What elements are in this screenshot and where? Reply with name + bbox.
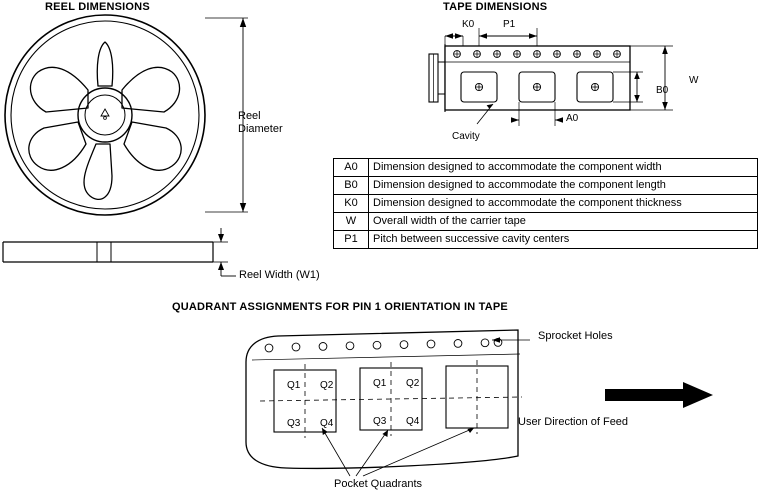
dimension-table [333, 158, 758, 249]
reel-dimensions-title: REEL DIMENSIONS [45, 1, 150, 13]
quadrant-cell-q4-b: Q4 [406, 416, 420, 427]
table-row [334, 195, 758, 213]
dimension-desc: Dimension designed to accommodate the component width [369, 159, 758, 177]
tape-a0-label: A0 [566, 113, 579, 124]
quadrant-cell-q4-a: Q4 [320, 418, 334, 429]
table-row [334, 231, 758, 249]
pocket-quadrants-label: Pocket Quadrants [334, 478, 423, 490]
dimension-desc: Overall width of the carrier tape [369, 213, 758, 231]
reel-diameter-label [238, 110, 283, 136]
quadrant-cell-q2-a: Q2 [320, 380, 334, 391]
dimension-key: W [334, 213, 369, 231]
dimension-key: P1 [334, 231, 369, 249]
quadrant-cell-q3-a: Q3 [287, 418, 301, 429]
quadrant-drawing [230, 318, 550, 483]
tape-cavity-label: Cavity [452, 131, 480, 142]
dimension-key: A0 [334, 159, 369, 177]
dimension-key: K0 [334, 195, 369, 213]
dimension-desc: Dimension designed to accommodate the component thickness [369, 195, 758, 213]
quadrant-cell-q2-b: Q2 [406, 378, 420, 389]
feed-direction-arrow [605, 382, 715, 408]
table-row [334, 159, 758, 177]
sprocket-holes-label: Sprocket Holes [538, 330, 613, 342]
dimension-desc: Pitch between successive cavity centers [369, 231, 758, 249]
reel-diameter-label-line2: Diameter [238, 123, 283, 135]
quadrant-title: QUADRANT ASSIGNMENTS FOR PIN 1 ORIENTATION IN TAPE [172, 301, 508, 313]
quadrant-cell-q1-a: Q1 [287, 380, 301, 391]
quadrant-cell-q3-b: Q3 [373, 416, 387, 427]
user-direction-of-feed-label: User Direction of Feed [518, 416, 629, 428]
reel-drawing [0, 10, 300, 295]
tape-w-label: W [689, 75, 699, 86]
tape-k0-label: K0 [462, 19, 475, 30]
dimension-key: B0 [334, 177, 369, 195]
table-row [334, 213, 758, 231]
reel-width-label: Reel Width (W1) [239, 269, 320, 281]
table-row [334, 177, 758, 195]
quadrant-cell-q1-b: Q1 [373, 378, 387, 389]
dimension-table-wrap [333, 158, 758, 249]
tape-b0-label: B0 [656, 85, 669, 96]
dimension-desc: Dimension designed to accommodate the component length [369, 177, 758, 195]
reel-diameter-label-line1: Reel [238, 110, 261, 122]
tape-dimensions-title: TAPE DIMENSIONS [443, 1, 548, 13]
tape-p1-label: P1 [503, 19, 516, 30]
tape-drawing [415, 14, 705, 149]
